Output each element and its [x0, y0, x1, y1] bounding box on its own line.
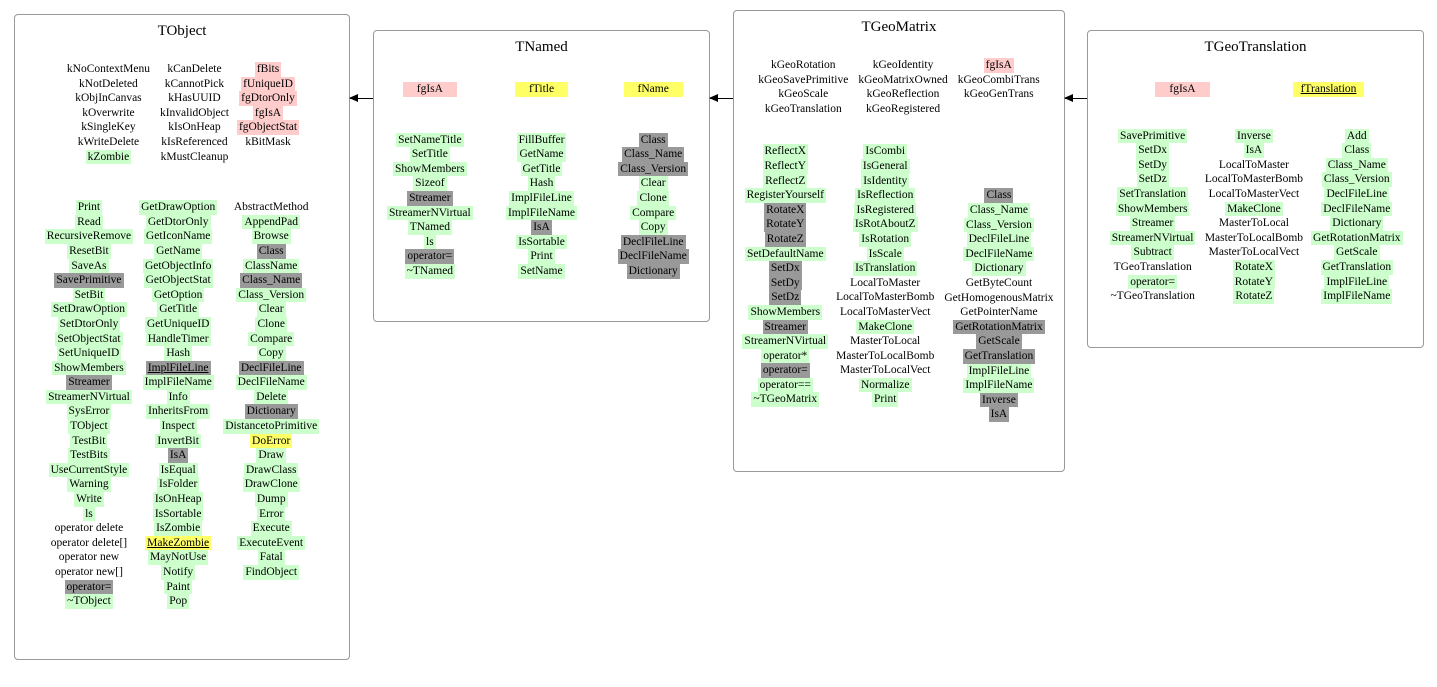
list-item[interactable]: Draw [258, 449, 284, 462]
list-item[interactable]: TGeoTranslation [1113, 260, 1192, 273]
list-item[interactable]: Dictionary [1332, 217, 1382, 230]
list-item[interactable]: SetBit [74, 288, 104, 301]
tgeomatrix-enums-group [734, 58, 1064, 116]
list-item[interactable]: IsZombie [156, 522, 201, 535]
list-item[interactable]: MayNotUse [150, 551, 207, 564]
list-item[interactable]: TNamed [409, 221, 450, 234]
list-item[interactable]: MasterToLocalVect [839, 364, 931, 377]
list-item[interactable]: fTitle [515, 82, 568, 97]
list-item[interactable]: IsIdentity [863, 174, 908, 187]
list-item[interactable]: MakeZombie [147, 536, 210, 549]
list-item[interactable]: IsRotation [861, 232, 910, 245]
list-item[interactable]: RecursiveRemove [46, 230, 132, 243]
list-item[interactable]: IsScale [868, 247, 902, 260]
list-item[interactable]: UseCurrentStyle [50, 463, 128, 476]
list-item[interactable]: LocalToMasterBomb [1204, 173, 1304, 186]
list-item[interactable]: Class [258, 244, 284, 257]
list-item[interactable]: fgObjectStat [238, 121, 298, 134]
list-item[interactable]: operator= [1130, 275, 1176, 288]
list-item[interactable]: ImplFileName [507, 206, 576, 219]
list-item[interactable]: ImplFileName [1323, 290, 1391, 303]
list-item[interactable]: kGeoGenTrans [963, 88, 1034, 101]
list-item[interactable]: ImplFileLine [511, 191, 572, 204]
list-item[interactable]: DoError [252, 434, 291, 447]
list-item[interactable]: Add [1346, 129, 1367, 142]
list-item[interactable]: SetDx [1138, 144, 1168, 157]
list-item[interactable]: Compare [632, 206, 675, 219]
list-item[interactable]: ResetBit [69, 244, 109, 257]
list-item[interactable]: Dictionary [974, 262, 1024, 275]
tnamed-fields-col-1 [374, 82, 486, 97]
tgeotranslation-fields-col-1 [1110, 82, 1256, 97]
list-item[interactable]: Dictionary [628, 264, 678, 277]
list-item[interactable]: Class_Name [242, 274, 301, 287]
list-item[interactable]: SetDz [1138, 173, 1167, 186]
list-item[interactable]: MasterToLocalBomb [1204, 231, 1304, 244]
list-item[interactable]: ImplFileLine [147, 361, 209, 374]
tnamed-methods-col-3 [597, 133, 709, 279]
tgeotranslation-fields-group [1088, 82, 1423, 97]
list-item[interactable]: StreamerNVirtual [1111, 231, 1194, 244]
list-item[interactable]: DeclFileLine [968, 233, 1030, 246]
list-item[interactable]: ShowMembers [1117, 202, 1188, 215]
list-item[interactable]: Class_Version [1323, 173, 1390, 186]
list-item[interactable]: SetNameTitle [398, 133, 462, 146]
list-item[interactable]: TestBits [70, 449, 108, 462]
list-item[interactable]: RotateY [1234, 275, 1274, 288]
list-item[interactable]: MasterToLocal [1218, 217, 1289, 230]
list-item[interactable]: fName [624, 82, 683, 97]
list-item[interactable]: RotateZ [1235, 290, 1273, 303]
list-item[interactable]: GetDtorOnly [147, 215, 209, 228]
list-item[interactable]: FindObject [245, 566, 298, 578]
list-item[interactable]: kZombie [87, 150, 130, 163]
class-box-tgeotranslation[interactable] [1087, 30, 1424, 348]
list-item[interactable]: DeclFileLine [240, 361, 302, 374]
list-item[interactable]: GetName [156, 244, 201, 257]
list-item[interactable]: IsA [169, 449, 187, 462]
list-item[interactable]: kOverwrite [82, 106, 135, 119]
list-item[interactable]: GetScale [978, 335, 1020, 348]
list-item[interactable]: Print [530, 250, 553, 263]
list-item[interactable]: RotateY [766, 218, 805, 231]
list-item[interactable]: kIsOnHeap [168, 121, 221, 134]
list-item[interactable]: DistancetoPrimitive [225, 420, 318, 433]
tgeotranslation-methods-col-3 [1308, 129, 1406, 304]
tobject-methods-group [15, 200, 349, 609]
tgeomatrix-methods-col-2 [831, 144, 939, 407]
tgeotranslation-methods-col-2 [1200, 129, 1308, 304]
list-item[interactable]: InheritsFrom [148, 405, 209, 418]
tobject-fields-col [234, 62, 302, 150]
list-item[interactable]: kGeoRegistered [865, 102, 941, 115]
list-item[interactable]: operator* [763, 349, 808, 362]
list-item[interactable]: IsOnHeap [154, 493, 202, 506]
tgeomatrix-methods-col-3 [939, 144, 1058, 422]
list-item[interactable]: kGeoSavePrimitive [758, 73, 849, 86]
list-item[interactable]: operator== [759, 378, 811, 391]
list-item[interactable]: kObjInCanvas [75, 92, 142, 105]
tnamed-fields-col-3 [597, 82, 709, 97]
list-item[interactable]: IsRotAboutZ [854, 218, 916, 231]
list-item[interactable]: Write [76, 493, 102, 506]
tobject-methods-col-3 [220, 200, 322, 579]
list-item[interactable]: ShowMembers [395, 162, 465, 175]
list-item[interactable]: kCanDelete [167, 63, 222, 75]
list-item[interactable]: SavePrimitive [1120, 129, 1186, 142]
tnamed-methods-group [374, 133, 709, 279]
list-item[interactable]: Class_Name [1327, 158, 1386, 171]
list-item[interactable]: FillBuffer [518, 133, 565, 146]
list-item[interactable]: ExecuteEvent [239, 536, 304, 549]
list-item[interactable]: GetHomogenousMatrix [944, 291, 1054, 304]
class-title-tgeomatrix: TGeoMatrix [861, 19, 937, 35]
list-item[interactable]: GetOption [153, 288, 203, 301]
list-item[interactable]: operator= [407, 250, 453, 263]
list-item[interactable]: GetRotationMatrix [955, 320, 1043, 333]
list-item[interactable]: GetTitle [159, 303, 198, 316]
list-item[interactable]: GetDrawOption [141, 201, 216, 214]
list-item[interactable]: Inverse [982, 393, 1016, 406]
list-item[interactable]: IsCombi [865, 145, 906, 158]
list-item[interactable]: ~TGeoMatrix [753, 393, 818, 406]
list-item[interactable]: LocalToMasterVect [1208, 187, 1300, 200]
list-item[interactable]: SetTitle [411, 148, 448, 161]
class-box-tobject[interactable] [14, 14, 350, 660]
list-item[interactable]: DrawClone [244, 478, 298, 491]
list-item[interactable]: Class [986, 189, 1012, 202]
list-item[interactable]: TObject [70, 420, 108, 433]
list-item[interactable]: SetDrawOption [52, 303, 126, 316]
class-box-tgeomatrix[interactable] [733, 10, 1065, 472]
list-item[interactable]: MakeClone [858, 320, 913, 333]
list-item[interactable]: SetDy [1138, 158, 1168, 171]
list-item[interactable]: RotateX [766, 203, 805, 216]
list-item[interactable]: Clear [258, 303, 284, 316]
list-item[interactable]: Copy [640, 221, 666, 234]
list-item[interactable]: fBits [256, 63, 280, 75]
list-item[interactable]: HandleTimer [147, 332, 209, 345]
list-item[interactable]: GetIconName [145, 230, 211, 243]
list-item[interactable]: Clone [257, 317, 285, 330]
list-item[interactable]: Inverse [1237, 129, 1271, 142]
list-item[interactable]: Compare [250, 332, 293, 345]
list-item[interactable]: GetObjectStat [145, 274, 211, 287]
list-item[interactable]: kGeoReflection [866, 88, 940, 101]
list-item[interactable]: operator new [58, 551, 120, 564]
list-item[interactable]: TestBit [72, 434, 106, 447]
tnamed-fields-col-2 [486, 82, 598, 97]
list-item[interactable]: AppendPad [244, 215, 299, 228]
list-item[interactable]: ShowMembers [54, 361, 124, 374]
list-item[interactable]: operator delete [54, 522, 124, 535]
list-item[interactable]: Class_Version [238, 288, 305, 301]
tgeomatrix-enums-col-1 [753, 58, 853, 116]
list-item[interactable]: ImplFileName [144, 376, 212, 389]
list-item[interactable]: DeclFileName [1323, 202, 1391, 215]
list-item[interactable]: GetByteCount [965, 276, 1033, 289]
list-item[interactable]: kGeoRotation [771, 59, 836, 71]
list-item[interactable]: kGeoScale [778, 88, 829, 101]
tgeotranslation-fields-col-2 [1256, 82, 1402, 97]
tgeomatrix-enums-col-3 [953, 58, 1045, 102]
list-item[interactable]: ls [85, 507, 93, 520]
list-item[interactable]: Copy [258, 347, 284, 360]
list-item[interactable]: DeclFileName [237, 376, 305, 389]
list-item[interactable]: Subtract [1133, 246, 1172, 259]
list-item[interactable]: kIsReferenced [161, 135, 228, 148]
tgeotranslation-methods-group [1088, 129, 1423, 304]
list-item[interactable]: IsA [990, 408, 1008, 421]
list-item[interactable]: ~TNamed [406, 264, 454, 277]
list-item[interactable]: Pop [169, 595, 188, 608]
list-item[interactable]: IsSortable [518, 235, 565, 248]
tgeotranslation-methods-col-1 [1105, 129, 1199, 304]
list-item[interactable]: RotateZ [766, 232, 804, 245]
class-title-tobject: TObject [157, 23, 207, 39]
list-item[interactable]: operator= [66, 580, 112, 593]
list-item[interactable]: Normalize [860, 378, 910, 391]
list-item[interactable]: kNotDeleted [79, 77, 138, 90]
list-item[interactable]: Class_Name [969, 203, 1029, 216]
list-item[interactable]: GetScale [1336, 246, 1378, 259]
list-item[interactable]: IsReflection [857, 189, 914, 202]
list-item[interactable]: LocalToMasterBomb [836, 291, 935, 304]
list-item[interactable]: Class_Version [620, 162, 687, 175]
tgeomatrix-methods-col-1 [739, 144, 831, 407]
list-item[interactable]: DeclFileLine [1326, 187, 1388, 200]
list-item[interactable]: Warning [69, 478, 109, 491]
list-item[interactable]: LocalToMaster [850, 276, 921, 289]
class-title-tnamed: TNamed [515, 39, 568, 55]
arrow-tnamed-to-tobject [350, 98, 373, 99]
list-item[interactable]: SaveAs [71, 259, 107, 272]
list-item[interactable]: kCannotPick [164, 77, 225, 90]
list-item[interactable]: kGeoIdentity [872, 59, 934, 71]
list-item[interactable]: kGeoCombiTrans [957, 73, 1040, 86]
list-item[interactable]: ClassName [245, 259, 298, 272]
list-item[interactable]: Inspect [161, 420, 195, 433]
list-item[interactable]: Class [640, 133, 666, 146]
tobject-methods-col-1 [42, 200, 136, 609]
list-item[interactable]: ~TObject [67, 595, 111, 608]
list-item[interactable]: SetDy [770, 276, 800, 289]
list-item[interactable]: ImplFileName [965, 379, 1033, 392]
list-item[interactable]: kSingleKey [81, 121, 136, 134]
list-item[interactable]: Browse [253, 230, 289, 243]
list-item[interactable]: Info [168, 390, 188, 403]
list-item[interactable]: GetRotationMatrix [1313, 231, 1401, 244]
list-item[interactable]: StreamerNVirtual [744, 335, 827, 348]
list-item[interactable]: kBitMask [245, 135, 291, 148]
list-item[interactable]: SetDefaultName [746, 247, 824, 260]
list-item[interactable]: SetName [520, 264, 563, 277]
list-item[interactable]: Fatal [259, 551, 283, 564]
list-item[interactable]: Streamer [1131, 217, 1174, 230]
list-item[interactable]: DrawClass [245, 463, 297, 476]
list-item[interactable]: Delete [256, 390, 287, 403]
list-item[interactable]: SetTranslation [1119, 187, 1186, 200]
list-item[interactable]: Print [874, 393, 897, 406]
list-item[interactable]: Streamer [764, 320, 807, 333]
list-item[interactable]: GetTranslation [1322, 260, 1392, 273]
list-item[interactable]: fgIsA [985, 59, 1012, 71]
list-item[interactable]: IsGeneral [862, 159, 908, 172]
list-item[interactable]: StreamerNVirtual [388, 206, 471, 219]
tgeomatrix-methods-group [734, 144, 1064, 422]
class-title-tgeotranslation: TGeoTranslation [1204, 39, 1307, 55]
list-item[interactable]: IsSortable [154, 507, 202, 520]
arrow-tgeomatrix-to-tnamed [710, 98, 733, 99]
list-item[interactable]: kInvalidObject [159, 106, 229, 119]
list-item[interactable]: SysError [68, 405, 110, 418]
list-item[interactable]: kNoContextMenu [66, 63, 150, 75]
list-item[interactable]: IsA [1245, 144, 1263, 157]
list-item[interactable]: Hash [166, 347, 190, 360]
list-item[interactable]: InvertBit [157, 434, 199, 447]
tnamed-fields-group [374, 82, 709, 97]
list-item[interactable]: Read [77, 215, 101, 228]
list-item[interactable]: Notify [163, 566, 194, 578]
list-item[interactable]: DeclFileName [619, 250, 687, 263]
list-item[interactable]: RegisterYourself [746, 189, 824, 202]
list-item[interactable]: kWriteDelete [77, 135, 140, 148]
list-item[interactable]: ImplFileLine [1326, 275, 1388, 288]
list-item[interactable]: Clear [640, 177, 666, 190]
list-item[interactable]: SavePrimitive [56, 274, 122, 287]
list-item[interactable]: Streamer [68, 376, 110, 389]
list-item[interactable]: ReflectY [764, 159, 807, 172]
list-item[interactable]: Class [1344, 144, 1370, 157]
list-item[interactable]: Hash [529, 177, 554, 190]
list-item[interactable]: kHasUUID [168, 92, 221, 105]
list-item[interactable]: SetDz [771, 291, 800, 304]
tnamed-methods-col-2 [486, 133, 598, 279]
list-item[interactable]: Sizeof [415, 177, 445, 190]
list-item[interactable]: Class_Name [624, 148, 683, 161]
list-item[interactable]: LocalToMaster [1218, 158, 1289, 171]
list-item[interactable]: GetUniqueID [146, 317, 210, 330]
list-item[interactable]: IsRegistered [856, 203, 914, 216]
list-item[interactable]: Dump [256, 493, 286, 506]
list-item[interactable]: SetDtorOnly [59, 317, 119, 330]
list-item[interactable]: ls [426, 235, 434, 248]
list-item[interactable]: DeclFileName [965, 247, 1033, 260]
list-item[interactable]: SetUniqueID [58, 347, 120, 360]
list-item[interactable]: IsTranslation [855, 262, 916, 275]
list-item[interactable]: kGeoMatrixOwned [858, 73, 948, 86]
list-item[interactable]: IsA [533, 221, 550, 234]
list-item[interactable]: MasterToLocal [850, 335, 921, 348]
list-item[interactable]: fgDtorOnly [241, 92, 295, 105]
tobject-enums-group [15, 62, 349, 164]
list-item[interactable]: GetName [519, 148, 564, 161]
list-item[interactable]: operator= [762, 364, 808, 377]
list-item[interactable]: operator delete[] [50, 536, 128, 549]
list-item[interactable]: fTranslation [1293, 82, 1365, 97]
list-item[interactable]: operator new[] [54, 566, 123, 578]
arrow-tgeotranslation-to-tgeomatrix [1065, 98, 1087, 99]
list-item[interactable]: IsFolder [158, 478, 198, 491]
list-item[interactable]: SetDx [770, 262, 800, 275]
tobject-enums-col-1 [62, 62, 155, 164]
list-item[interactable]: GetPointerName [960, 306, 1038, 319]
list-item[interactable]: Paint [166, 580, 190, 593]
list-item[interactable]: DeclFileLine [622, 235, 684, 248]
list-item[interactable]: StreamerNVirtual [48, 390, 130, 403]
list-item[interactable]: LocalToMasterVect [839, 305, 931, 318]
list-item[interactable]: fgIsA [403, 82, 457, 97]
list-item[interactable]: ImplFileLine [968, 364, 1030, 377]
class-box-tnamed[interactable] [373, 30, 710, 322]
list-item[interactable]: MakeClone [1227, 202, 1281, 215]
list-item[interactable]: Print [77, 201, 101, 214]
tobject-methods-col-2 [136, 200, 220, 609]
list-item[interactable]: fgIsA [254, 106, 282, 119]
list-item[interactable]: kGeoTranslation [764, 102, 842, 115]
list-item[interactable]: ReflectX [764, 145, 807, 158]
list-item[interactable]: kMustCleanup [160, 150, 229, 163]
list-item[interactable]: fUniqueID [243, 77, 293, 90]
list-item[interactable]: Clone [639, 191, 667, 204]
tgeomatrix-enums-col-2 [853, 58, 952, 116]
list-item[interactable]: MasterToLocalBomb [836, 349, 935, 362]
list-item[interactable]: Class_Version [966, 218, 1032, 231]
list-item[interactable]: Streamer [409, 191, 451, 204]
list-item[interactable]: Error [259, 507, 284, 520]
tnamed-methods-col-1 [374, 133, 486, 279]
list-item[interactable]: GetObjectInfo [144, 259, 212, 272]
list-item[interactable]: AbstractMethod [233, 201, 309, 214]
list-item[interactable]: GetTranslation [964, 349, 1034, 362]
list-item[interactable]: ShowMembers [750, 305, 821, 318]
list-item[interactable]: IsEqual [160, 463, 196, 476]
list-item[interactable]: SetObjectStat [57, 332, 121, 345]
list-item[interactable]: Execute [252, 522, 290, 535]
list-item[interactable]: ~TGeoTranslation [1110, 290, 1195, 303]
list-item[interactable]: RotateX [1234, 260, 1274, 273]
list-item[interactable]: GetTitle [522, 162, 561, 175]
list-item[interactable]: Dictionary [246, 405, 296, 418]
list-item[interactable]: MasterToLocalVect [1208, 246, 1300, 259]
tobject-enums-col-2 [155, 62, 234, 164]
list-item[interactable]: fgIsA [1155, 82, 1209, 97]
list-item[interactable]: ReflectZ [765, 174, 806, 187]
